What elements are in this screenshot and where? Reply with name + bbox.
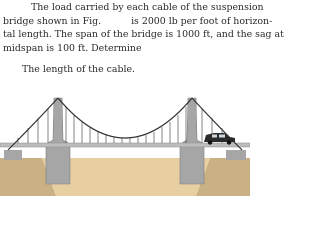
bridge-illustration [0, 80, 250, 196]
right-anchor [226, 150, 246, 160]
problem-line-2-end: is 2000 lb per foot of horizon- [131, 15, 273, 27]
problem-line-3: tal length. The span of the bridge is 1000 ft, and the sag at [3, 29, 284, 40]
question-text: The length of the cable. [22, 64, 135, 75]
left-anchor [4, 150, 22, 160]
problem-line-1: The load carried by each cable of the suspension [31, 2, 264, 13]
problem-line-2-start: bridge shown in Fig. [3, 15, 102, 27]
left-tower [46, 98, 70, 184]
problem-line-4: midspan is 100 ft. Determine [3, 42, 142, 54]
right-tower [180, 98, 204, 184]
problem-line-2 [3, 15, 273, 29]
main-cable [58, 98, 192, 138]
problem-statement [3, 1, 284, 55]
bridge-deck [0, 143, 250, 147]
suspension-bridge-figure [0, 80, 250, 196]
